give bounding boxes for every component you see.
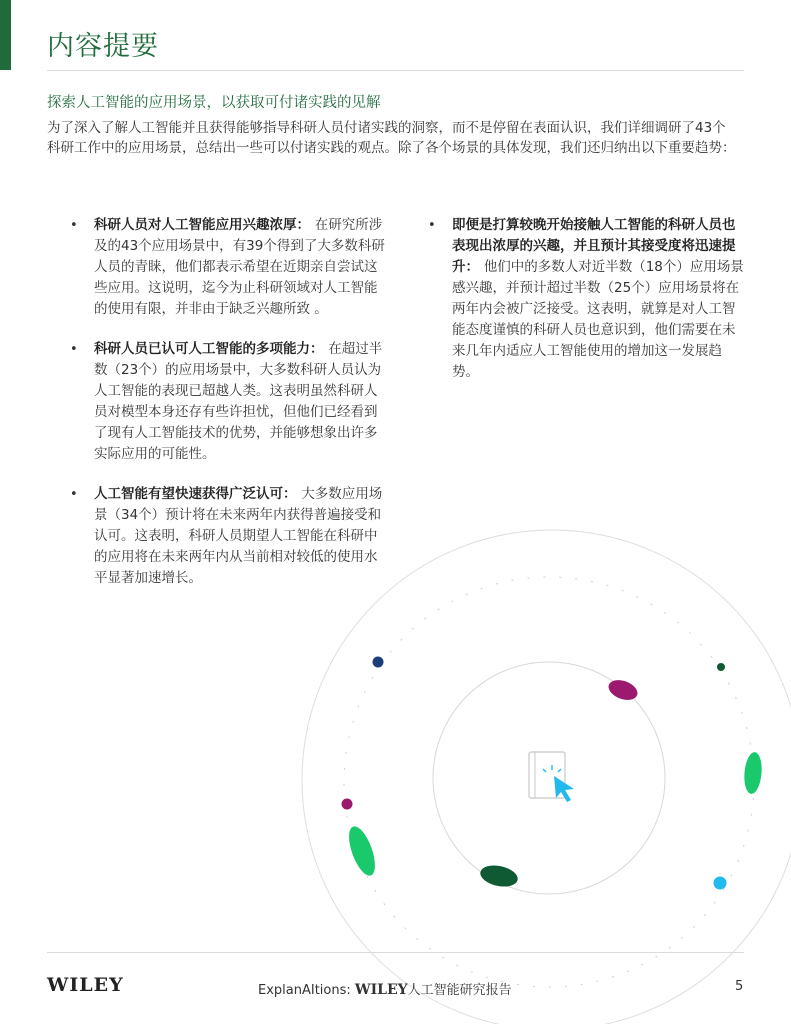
brand-name: WILEY	[354, 982, 408, 998]
bullet-dot: •	[70, 487, 78, 502]
dark-green-dot	[717, 663, 725, 671]
intro-paragraph: 为了深入了解人工智能并且获得能够指导科研人员付诸实践的洞察，而不是停留在表面认识，我们详细调研了43个科研工作中的应用场景，总结出一些可以付诸实践的观点。除了各个场景的具体发现，我们还归纳出以下重要趋势：	[47, 120, 736, 156]
bullet-text: 大多数应用场景（34个）预计将在未来两年内获得普遍接受和认可。这表明，科研人员期望人工智能在科研中的应用将在未来两年内从当前相对较低的使用水平显著加速增长。	[94, 486, 383, 586]
bottom-divider	[47, 952, 744, 953]
cyan-dot	[714, 877, 727, 890]
bullet-dot: •	[70, 218, 78, 233]
page-title: 内容提要	[47, 31, 159, 62]
bullet-lead: 科研人员对人工智能应用兴趣浓厚：	[94, 217, 310, 233]
bullet-dot: •	[70, 342, 78, 357]
dotted-orbit-ring	[344, 577, 754, 987]
magenta-dot	[342, 799, 353, 810]
series-name: ExplanAItions:	[258, 983, 355, 998]
bullet-lead: 科研人员已认可人工智能的多项能力：	[94, 341, 324, 357]
outer-orbit-ring	[302, 530, 791, 1024]
navy-dot	[373, 657, 384, 668]
bullet-lead: 人工智能有望快速获得广泛认可：	[94, 486, 297, 502]
bullet-text: 在超过半数（23个）的应用场景中，大多数科研人员认为人工智能的表现已超越人类。这表明虽然科研人员对模型本身还存有些许担忧，但他们已经看到了现有人工智能技术的优势，并能够想象出许多实际应用的可能性。	[94, 341, 383, 462]
wiley-logo: WILEY	[47, 974, 124, 996]
report-name: 人工智能研究报告	[407, 983, 512, 998]
bullet-text: 在研究所涉及的43个应用场景中，有39个得到了大多数科研人员的青睐，他们都表示希望在近期亲自尝试这些应用。这说明，迄今为止科研领域对人工智能的使用有限，并非由于缺乏兴趣所致 。	[94, 217, 385, 317]
report-footer-title	[258, 979, 512, 998]
bullet-lead: 即便是打算较晚开始接触人工智能的科研人员也表现出浓厚的兴趣，并且预计其接受度将迅速提升：	[452, 217, 736, 275]
bright-green-leaf-right	[743, 751, 764, 794]
bright-green-leaf-left	[344, 823, 381, 879]
dark-green-leaf	[478, 862, 519, 889]
section-subtitle: 探索人工智能的应用场景，以获取可付诸实践的见解	[47, 95, 381, 111]
book-cursor-icon	[529, 752, 574, 802]
bullet-dot: •	[428, 218, 436, 233]
page-number: 5	[735, 979, 744, 994]
bullet-text: 他们中的多数人对近半数（18个）应用场景感兴趣，并预计超过半数（25个）应用场景将在两年内会被广泛接受。这表明，就算是对人工智能态度谨慎的科研人员也意识到，他们需要在未来几年内适应人工智能使用的增加这一发展趋势。	[452, 259, 744, 380]
